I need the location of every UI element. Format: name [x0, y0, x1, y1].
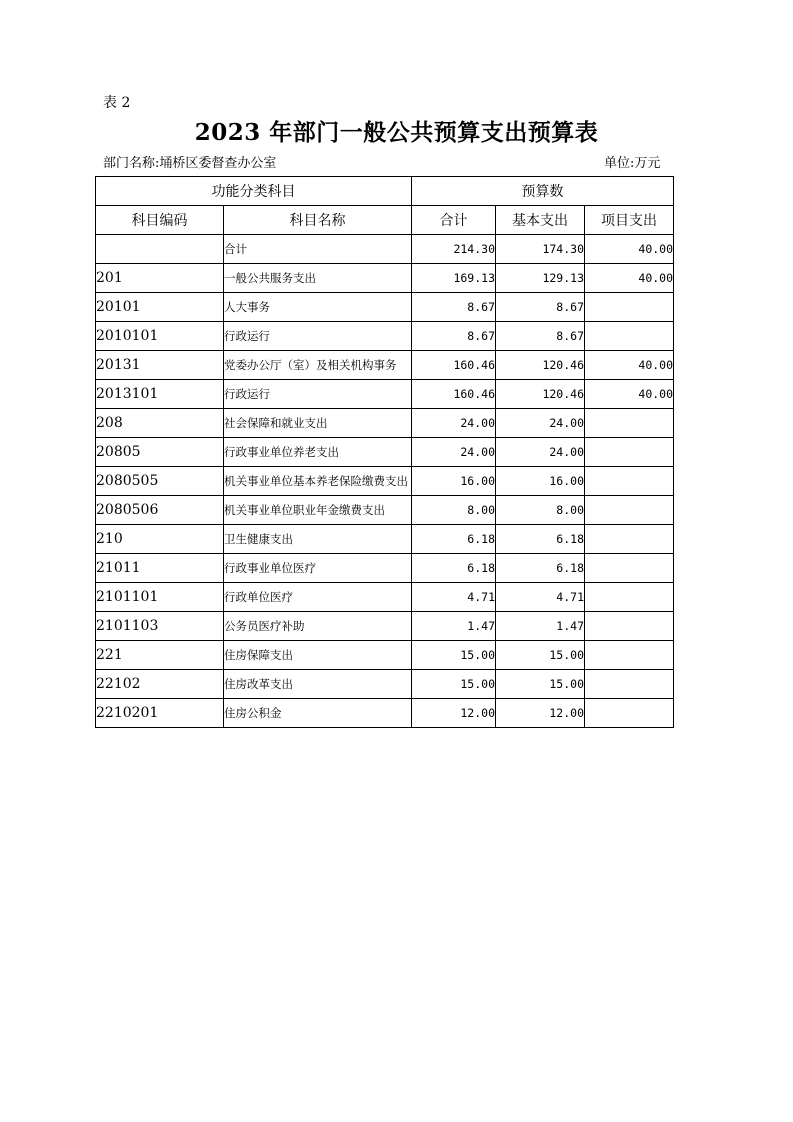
row-basic: 24.00 — [496, 438, 585, 467]
row-name: 住房公积金 — [224, 699, 412, 728]
row-basic: 15.00 — [496, 670, 585, 699]
row-basic: 6.18 — [496, 554, 585, 583]
header-column-row — [96, 206, 674, 235]
row-project — [585, 496, 674, 525]
row-code: 2210201 — [96, 699, 224, 728]
row-code: 210 — [96, 525, 224, 554]
table-row — [96, 467, 674, 496]
row-project — [585, 699, 674, 728]
row-project — [585, 438, 674, 467]
row-code: 2080505 — [96, 467, 224, 496]
row-total: 1.47 — [412, 612, 496, 641]
row-project: 40.00 — [585, 264, 674, 293]
row-project — [585, 641, 674, 670]
row-basic: 174.30 — [496, 235, 585, 264]
row-project — [585, 583, 674, 612]
table-row — [96, 380, 674, 409]
row-total: 160.46 — [412, 380, 496, 409]
row-total: 15.00 — [412, 670, 496, 699]
row-basic: 6.18 — [496, 525, 585, 554]
table-row — [96, 641, 674, 670]
table-row — [96, 438, 674, 467]
row-basic: 12.00 — [496, 699, 585, 728]
unit-label: 单位:万元 — [604, 156, 661, 171]
row-code: 21011 — [96, 554, 224, 583]
department-name: 部门名称:埇桥区委督查办公室 — [103, 156, 277, 171]
row-code: 20131 — [96, 351, 224, 380]
row-code: 208 — [96, 409, 224, 438]
row-total: 8.00 — [412, 496, 496, 525]
row-project — [585, 525, 674, 554]
row-basic: 16.00 — [496, 467, 585, 496]
row-total: 6.18 — [412, 554, 496, 583]
page-title: 2023 年部门一般公共预算支出预算表 — [194, 119, 599, 146]
row-name: 行政运行 — [224, 322, 412, 351]
row-total: 24.00 — [412, 409, 496, 438]
row-code: 2080506 — [96, 496, 224, 525]
row-total: 24.00 — [412, 438, 496, 467]
row-project: 40.00 — [585, 380, 674, 409]
row-name: 机关事业单位基本养老保险缴费支出 — [224, 467, 412, 496]
row-total: 8.67 — [412, 322, 496, 351]
header-project: 项目支出 — [585, 206, 674, 235]
table-row — [96, 293, 674, 322]
row-name: 行政单位医疗 — [224, 583, 412, 612]
row-project — [585, 409, 674, 438]
row-name: 社会保障和就业支出 — [224, 409, 412, 438]
row-code: 20805 — [96, 438, 224, 467]
header-code: 科目编码 — [96, 206, 224, 235]
row-name: 住房改革支出 — [224, 670, 412, 699]
row-basic: 24.00 — [496, 409, 585, 438]
table-row — [96, 351, 674, 380]
row-basic: 8.00 — [496, 496, 585, 525]
row-code: 201 — [96, 264, 224, 293]
table-row — [96, 699, 674, 728]
header-total: 合计 — [412, 206, 496, 235]
row-name: 行政运行 — [224, 380, 412, 409]
row-basic: 1.47 — [496, 612, 585, 641]
row-total: 214.30 — [412, 235, 496, 264]
row-code: 2101103 — [96, 612, 224, 641]
row-project: 40.00 — [585, 351, 674, 380]
row-code — [96, 235, 224, 264]
row-total: 4.71 — [412, 583, 496, 612]
budget-table — [95, 176, 674, 728]
table-row — [96, 235, 674, 264]
row-project — [585, 612, 674, 641]
row-project — [585, 670, 674, 699]
row-total: 15.00 — [412, 641, 496, 670]
row-name: 一般公共服务支出 — [224, 264, 412, 293]
row-code: 20101 — [96, 293, 224, 322]
row-total: 12.00 — [412, 699, 496, 728]
table-row — [96, 612, 674, 641]
table-row — [96, 525, 674, 554]
row-name: 卫生健康支出 — [224, 525, 412, 554]
table-row — [96, 670, 674, 699]
row-code: 221 — [96, 641, 224, 670]
row-basic: 4.71 — [496, 583, 585, 612]
row-total: 16.00 — [412, 467, 496, 496]
row-code: 2010101 — [96, 322, 224, 351]
row-project: 40.00 — [585, 235, 674, 264]
row-name: 党委办公厅（室）及相关机构事务 — [224, 351, 412, 380]
row-total: 6.18 — [412, 525, 496, 554]
row-total: 160.46 — [412, 351, 496, 380]
header-name: 科目名称 — [224, 206, 412, 235]
row-total: 8.67 — [412, 293, 496, 322]
row-code: 22102 — [96, 670, 224, 699]
row-basic: 129.13 — [496, 264, 585, 293]
row-name: 公务员医疗补助 — [224, 612, 412, 641]
header-group-row — [96, 177, 674, 206]
row-code: 2013101 — [96, 380, 224, 409]
table-number: 表 2 — [103, 95, 131, 111]
row-name: 机关事业单位职业年金缴费支出 — [224, 496, 412, 525]
row-basic: 120.46 — [496, 351, 585, 380]
row-project — [585, 554, 674, 583]
row-basic: 15.00 — [496, 641, 585, 670]
row-basic: 8.67 — [496, 322, 585, 351]
header-basic: 基本支出 — [496, 206, 585, 235]
row-total: 169.13 — [412, 264, 496, 293]
table-row — [96, 496, 674, 525]
row-project — [585, 293, 674, 322]
row-name: 行政事业单位养老支出 — [224, 438, 412, 467]
row-name: 人大事务 — [224, 293, 412, 322]
table-body — [96, 235, 674, 728]
table-row — [96, 264, 674, 293]
table-row — [96, 583, 674, 612]
table-row — [96, 322, 674, 351]
header-budget-group: 预算数 — [412, 177, 674, 206]
table-row — [96, 554, 674, 583]
header-functional-group: 功能分类科目 — [96, 177, 412, 206]
row-name: 住房保障支出 — [224, 641, 412, 670]
row-name: 行政事业单位医疗 — [224, 554, 412, 583]
row-basic: 120.46 — [496, 380, 585, 409]
row-project — [585, 467, 674, 496]
row-name: 合计 — [224, 235, 412, 264]
row-basic: 8.67 — [496, 293, 585, 322]
row-project — [585, 322, 674, 351]
table-row — [96, 409, 674, 438]
row-code: 2101101 — [96, 583, 224, 612]
